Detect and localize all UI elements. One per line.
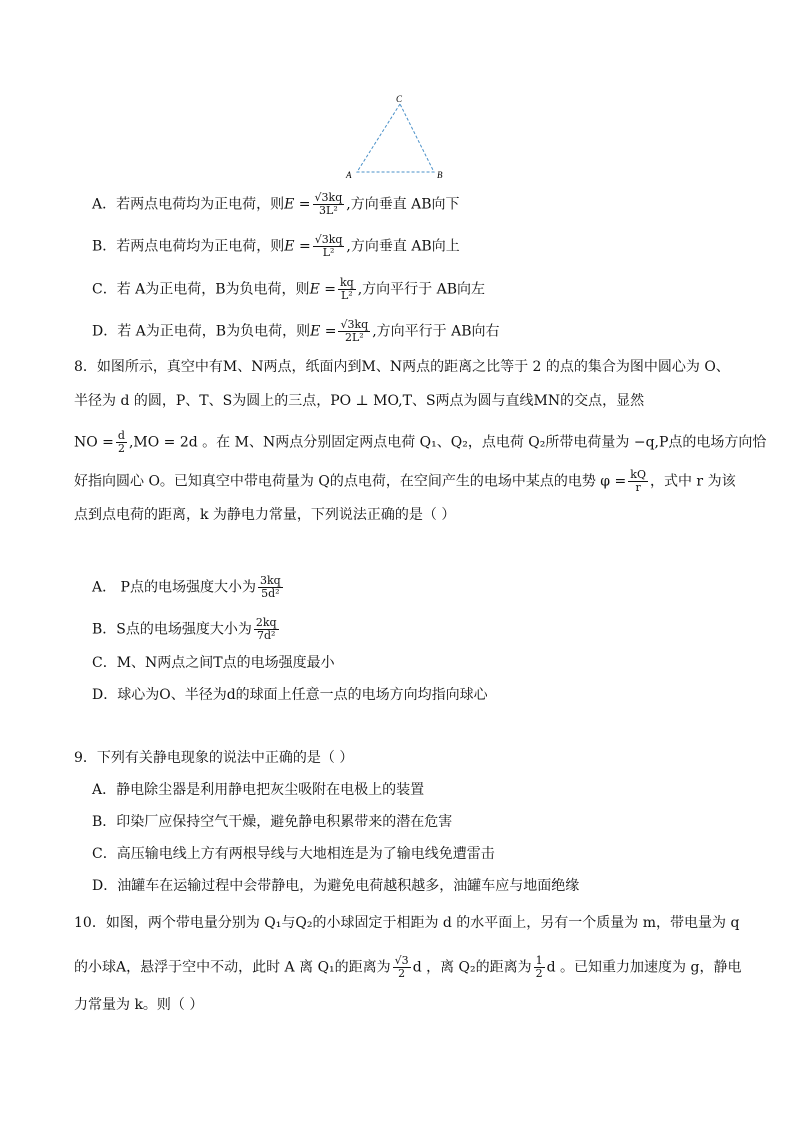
q10-stem-line-3: 力常量为 k。则（ ） (74, 997, 204, 1013)
q9-option-a[interactable]: A．静电除尘器是利用静电把灰尘吸附在电极上的装置 (92, 782, 425, 798)
q9-option-d[interactable]: D．油罐车在运输过程中会带静电，为避免电荷越积越多，油罐车应与地面绝缘 (92, 878, 580, 894)
q9-stem: 9．下列有关静电现象的说法中正确的是（ ） (74, 750, 354, 766)
fraction: $\frac{2kq}{\text{7d²}}$ (255, 616, 277, 642)
q10-stem-line-2: 的小球A，悬浮于空中不动，此时 A 离 Q₁的距离为 $\frac{√3}{2}$ d ，离 Q₂的距离为 $\frac{1}{2}$ d 。已知重力加速度为 g，静电 (74, 954, 742, 980)
fraction: $\frac{√3kq}{\text{L²}}$ (314, 233, 343, 259)
q8-option-a[interactable]: A． P点的电场强度大小为 $\frac{3kq}{\text{5d²}}$ (92, 574, 281, 600)
q8-option-b[interactable]: B．S点的电场强度大小为 $\frac{2kq}{\text{7d²}}$ (92, 616, 277, 642)
q8-stem-line-1: 8．如图所示，真空中有M、N两点，纸面内到M、N两点的距离之比等于 2 的点的集合为图中圆心为 O、 (74, 359, 730, 375)
fraction: $\frac{√3}{2}$ (394, 954, 409, 980)
triangle-abc (357, 104, 434, 172)
q10-stem-line-1: 10．如图，两个带电量分别为 Q₁与Q₂的小球固定于相距为 d 的水平面上，另有一个质量为 m，带电量为 q (74, 915, 740, 931)
q8-option-c[interactable]: C．M、N两点之间T点的电场强度最小 (92, 655, 335, 671)
q8-stem-line-4: 好指向圆心 O。已知真空中带电荷量为 Q的点电荷，在空间产生的电场中某点的电势 φ = $\frac{kQ}{r}$ ，式中 r 为该 (74, 468, 736, 494)
q7-option-b[interactable]: B．若两点电荷均为正电荷，则E = $\frac{√3kq}{\text{L²}}$ ,方向垂直 AB向上 (92, 233, 460, 259)
q9-option-c[interactable]: C．高压输电线上方有两根导线与大地相连是为了输电线免遭雷击 (92, 846, 495, 862)
q8-stem-line-5: 点到点电荷的距离，k 为静电力常量，下列说法正确的是（ ） (74, 507, 456, 523)
q9-option-b[interactable]: B．印染厂应保持空气干燥，避免静电积累带来的潜在危害 (92, 814, 453, 830)
q8-stem-line-3: NO = $\frac{d}{2}$ ,MO = 2d 。在 M、N两点分别固定两点电荷 Q₁、Q₂，点电荷 Q₂所带电荷量为 −q,P点的电场方向恰 (74, 429, 767, 455)
fraction: $\frac{kQ}{r}$ (630, 468, 646, 494)
fraction: $\frac{3kq}{\text{5d²}}$ (259, 574, 281, 600)
q7-option-d[interactable]: D．若 A为正电荷，B为负电荷，则E = $\frac{√3kq}{\text{2L²}}$ ,方向平行于 AB向右 (92, 318, 500, 344)
fraction: $\frac{d}{2}$ (117, 429, 125, 455)
fraction: $\frac{1}{2}$ (535, 954, 543, 980)
q8-stem-line-2: 半径为 d 的圆，P、T、S为圆上的三点，PO ⊥ MO,T、S两点为圆与直线MN的交点，显然 (74, 393, 645, 409)
fraction: $\frac{kq}{\text{L²}}$ (339, 276, 354, 302)
label-a: A (346, 170, 352, 180)
fraction: $\frac{√3kq}{\text{3L²}}$ (314, 191, 343, 217)
triangle-diagram (340, 90, 450, 180)
label-c: C (396, 94, 403, 104)
q7-option-a[interactable]: A．若两点电荷均为正电荷，则E = $\frac{√3kq}{\text{3L²}}$ ,方向垂直 AB向下 (92, 191, 460, 217)
q7-option-c[interactable]: C．若 A为正电荷，B为负电荷，则E = $\frac{kq}{\text{L²}}$ ,方向平行于 AB向左 (92, 276, 485, 302)
q8-option-d[interactable]: D．球心为O、半径为d的球面上任意一点的电场方向均指向球心 (92, 687, 488, 703)
label-b: B (437, 170, 443, 180)
fraction: $\frac{√3kq}{\text{2L²}}$ (340, 318, 369, 344)
